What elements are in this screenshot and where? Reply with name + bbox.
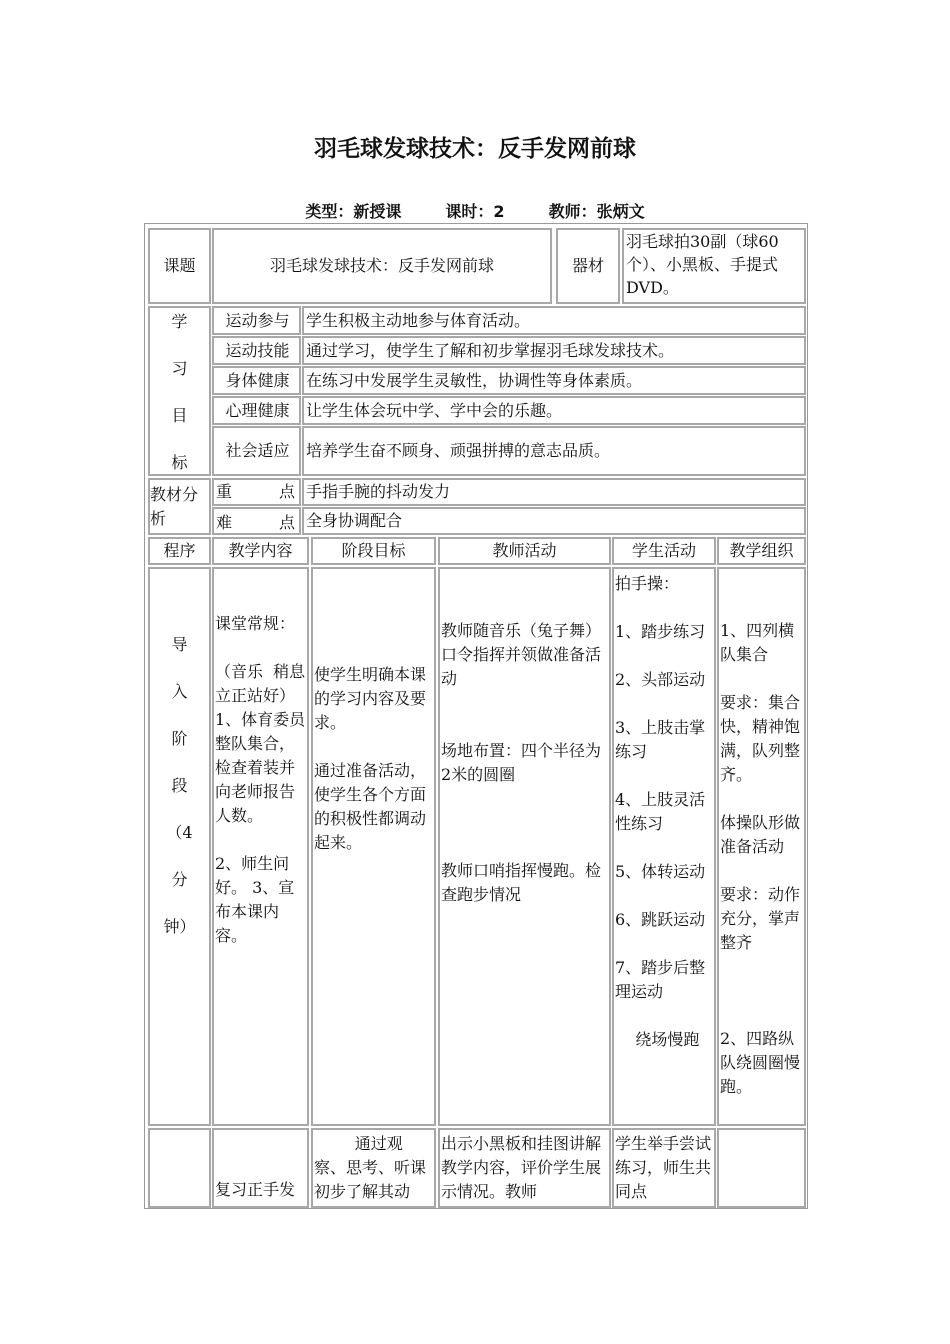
goal-value-5: 培养学生奋不顾身、顽强拼搏的意志品质。 bbox=[302, 426, 806, 476]
stage2-procedure bbox=[148, 1128, 211, 1208]
stage1-content bbox=[212, 567, 309, 1126]
topic-value: 羽毛球发球技术：反手发网前球 bbox=[212, 228, 552, 304]
lesson-meta bbox=[0, 199, 950, 222]
equipment-label: 器材 bbox=[556, 228, 620, 304]
col-content: 教学内容 bbox=[212, 537, 309, 565]
goal-value-2: 通过学习，使学生了解和初步掌握羽毛球发球技术。 bbox=[302, 336, 806, 365]
stage1-goal bbox=[311, 567, 436, 1126]
stage1-organization-text: 1、四列横队集合 要求：集合快，精神饱满，队列整齐。 体操队形做准备活动 要求：动作充分，掌声整齐 2、四路纵队绕圆圈慢跑。 bbox=[720, 621, 801, 1096]
stage1-teacher-text: 教师随音乐（兔子舞）口令指挥并领做准备活动 场地布置：四个半径为2米的圆圈 教师口哨指挥慢跑。检查跑步情况 bbox=[441, 621, 602, 904]
col-teacher: 教师活动 bbox=[438, 537, 611, 565]
stage2-goal-text: 通过观察、思考、听课初步了解其动 bbox=[314, 1134, 427, 1201]
difficulty-label bbox=[212, 507, 301, 535]
stage1-student bbox=[612, 567, 716, 1126]
page-title: 羽毛球发球技术：反手发网前球 bbox=[314, 136, 636, 162]
stage2-teacher bbox=[438, 1128, 611, 1208]
analysis-label: 教材分析 bbox=[148, 478, 211, 535]
col-organization: 教学组织 bbox=[717, 537, 806, 565]
lesson-type: 类型：新授课 bbox=[305, 202, 402, 221]
stage1-procedure-text: 导 入 阶 段 （4 分 钟） bbox=[163, 635, 196, 936]
key-point-value: 手指手腕的抖动发力 bbox=[302, 478, 806, 506]
lesson-hours: 课时：2 bbox=[445, 202, 505, 221]
difficulty-a: 难 bbox=[216, 513, 233, 532]
col-procedure: 程序 bbox=[148, 537, 211, 565]
goal-value-3: 在练习中发展学生灵敏性，协调性等身体素质。 bbox=[302, 366, 806, 395]
key-point-label bbox=[212, 478, 301, 506]
key-point-b: 点 bbox=[278, 482, 295, 501]
difficulty-value: 全身协调配合 bbox=[302, 507, 806, 535]
key-point-a: 重 bbox=[216, 482, 233, 501]
stage2-content bbox=[212, 1128, 309, 1208]
col-student: 学生活动 bbox=[612, 537, 716, 565]
stage1-organization bbox=[717, 567, 806, 1126]
topic-label: 课题 bbox=[148, 228, 211, 304]
lesson-teacher: 教师：张炳文 bbox=[548, 202, 645, 221]
goal-value-1: 学生积极主动地参与体育活动。 bbox=[302, 306, 806, 335]
stage1-student-text: 拍手操： 1、踏步练习 2、头部运动 3、上肢击掌练习 4、上肢灵活性练习 5、体转运动 6、跳跃运动 7、踏步后整理运动 绕场慢跑 bbox=[615, 574, 706, 1049]
stage1-goal-text: 使学生明确本课的学习内容及要求。 通过准备活动，使学生各个方面的积极性都调动起来。 bbox=[314, 665, 427, 852]
stage2-organization bbox=[717, 1128, 806, 1208]
goals-label bbox=[148, 306, 211, 476]
stage2-teacher-text: 出示小黑板和挂图讲解教学内容，评价学生展示情况。教师 bbox=[441, 1134, 602, 1201]
goal-name-3: 身体健康 bbox=[212, 366, 301, 395]
stage2-student bbox=[612, 1128, 716, 1208]
goals-label-text: 学 习 目 标 bbox=[171, 312, 188, 472]
stage1-procedure bbox=[148, 567, 211, 1126]
stage1-content-text: 课堂常规： （音乐 稍息立正站好） 1、体育委员整队集合，检查着装并向老师报告人数。 2、师生问好。 3、宣布本课内容。 bbox=[215, 614, 306, 945]
difficulty-b: 点 bbox=[278, 513, 295, 532]
goal-name-2: 运动技能 bbox=[212, 336, 301, 365]
stage2-goal bbox=[311, 1128, 436, 1208]
stage2-content-text: 复习正手发 bbox=[215, 1180, 296, 1199]
goal-name-4: 心理健康 bbox=[212, 396, 301, 425]
goal-name-1: 运动参与 bbox=[212, 306, 301, 335]
stage1-teacher bbox=[438, 567, 611, 1126]
stage2-student-text: 学生举手尝试练习，师生共同点 bbox=[615, 1134, 712, 1201]
goal-name-5: 社会适应 bbox=[212, 426, 301, 476]
goal-value-4: 让学生体会玩中学、学中会的乐趣。 bbox=[302, 396, 806, 425]
col-goal: 阶段目标 bbox=[311, 537, 436, 565]
equipment-value: 羽毛球拍30副（球60个）、小黑板、手提式DVD。 bbox=[622, 228, 806, 304]
